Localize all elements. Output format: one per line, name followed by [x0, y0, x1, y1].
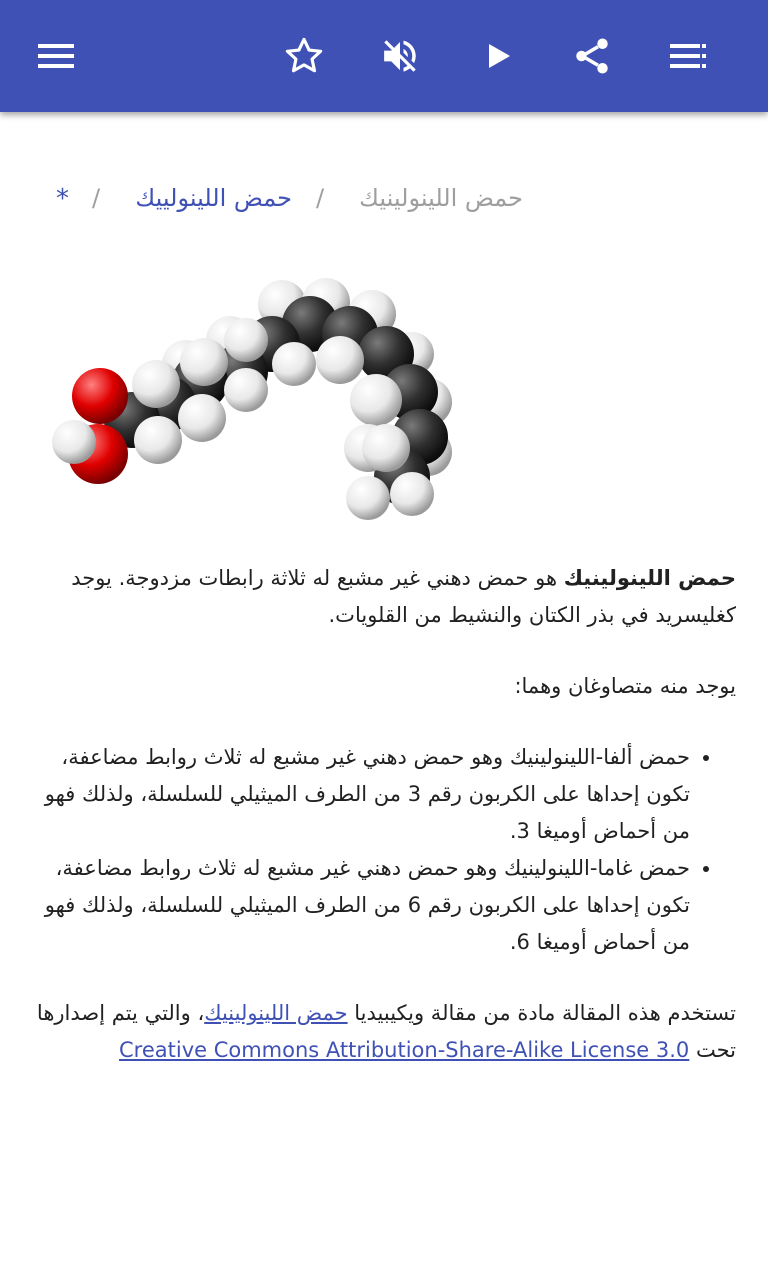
share-icon	[571, 35, 613, 77]
menu-button[interactable]	[28, 26, 84, 86]
list-icon	[668, 41, 708, 71]
intro-text: هو حمض دهني غير مشبع له ثلاثة رابطات مزدوجة. يوجد كغليسريد في بذر الكتان والنشيط من القلويات.	[71, 566, 736, 627]
breadcrumb-root-link[interactable]: *	[56, 184, 69, 214]
breadcrumb-parent-link[interactable]: حمض اللينولييك	[135, 184, 292, 212]
breadcrumb-current: حمض اللينولينيك	[359, 184, 523, 212]
license-link[interactable]: Creative Commons Attribution-Share-Alike License 3.0	[119, 1038, 690, 1062]
attribution-prefix: تستخدم هذه المقالة مادة من مقالة ويكيبيديا	[347, 1001, 736, 1025]
wikipedia-article-link[interactable]: حمض اللينولينيك	[204, 1001, 348, 1025]
breadcrumb-separator: /	[316, 184, 325, 212]
list-item: • حمض غاما-اللينولينيك وهو حمض دهني غير مشبع له ثلاث روابط مضاعفة، تكون إحداها على الكربون رقم 6 من الطرف الميثيلي للسلسلة، ولذلك فهو من أحماض أوميغا 6.	[32, 850, 690, 961]
star-icon	[283, 35, 325, 77]
breadcrumb-separator: /	[92, 184, 101, 212]
article-content	[32, 560, 736, 1069]
app-bar	[0, 0, 768, 112]
isomers-intro: يوجد منه متصاوغان وهما:	[514, 674, 736, 698]
molecule-image	[50, 272, 460, 532]
play-icon	[480, 38, 516, 74]
intro-paragraph	[32, 560, 736, 634]
volume-off-icon	[379, 35, 421, 77]
article-title-bold: حمض اللينولينيك	[563, 566, 736, 590]
play-button[interactable]	[470, 26, 526, 86]
contents-button[interactable]	[660, 26, 716, 86]
share-button[interactable]	[564, 26, 620, 86]
attribution-middle: ، والتي يتم إصدارها تحت	[36, 1001, 736, 1062]
attribution-paragraph	[32, 995, 736, 1069]
list-item: • حمض ألفا-اللينولينيك وهو حمض دهني غير مشبع له ثلاث روابط مضاعفة، تكون إحداها على الكربون رقم 3 من الطرف الميثيلي للسلسلة، ولذلك فهو من أحماض أوميغا 3.	[32, 739, 690, 850]
favorite-button[interactable]	[276, 26, 332, 86]
breadcrumb	[0, 178, 768, 222]
isomer-list	[32, 739, 736, 961]
mute-button[interactable]	[372, 26, 428, 86]
menu-icon	[36, 41, 76, 71]
